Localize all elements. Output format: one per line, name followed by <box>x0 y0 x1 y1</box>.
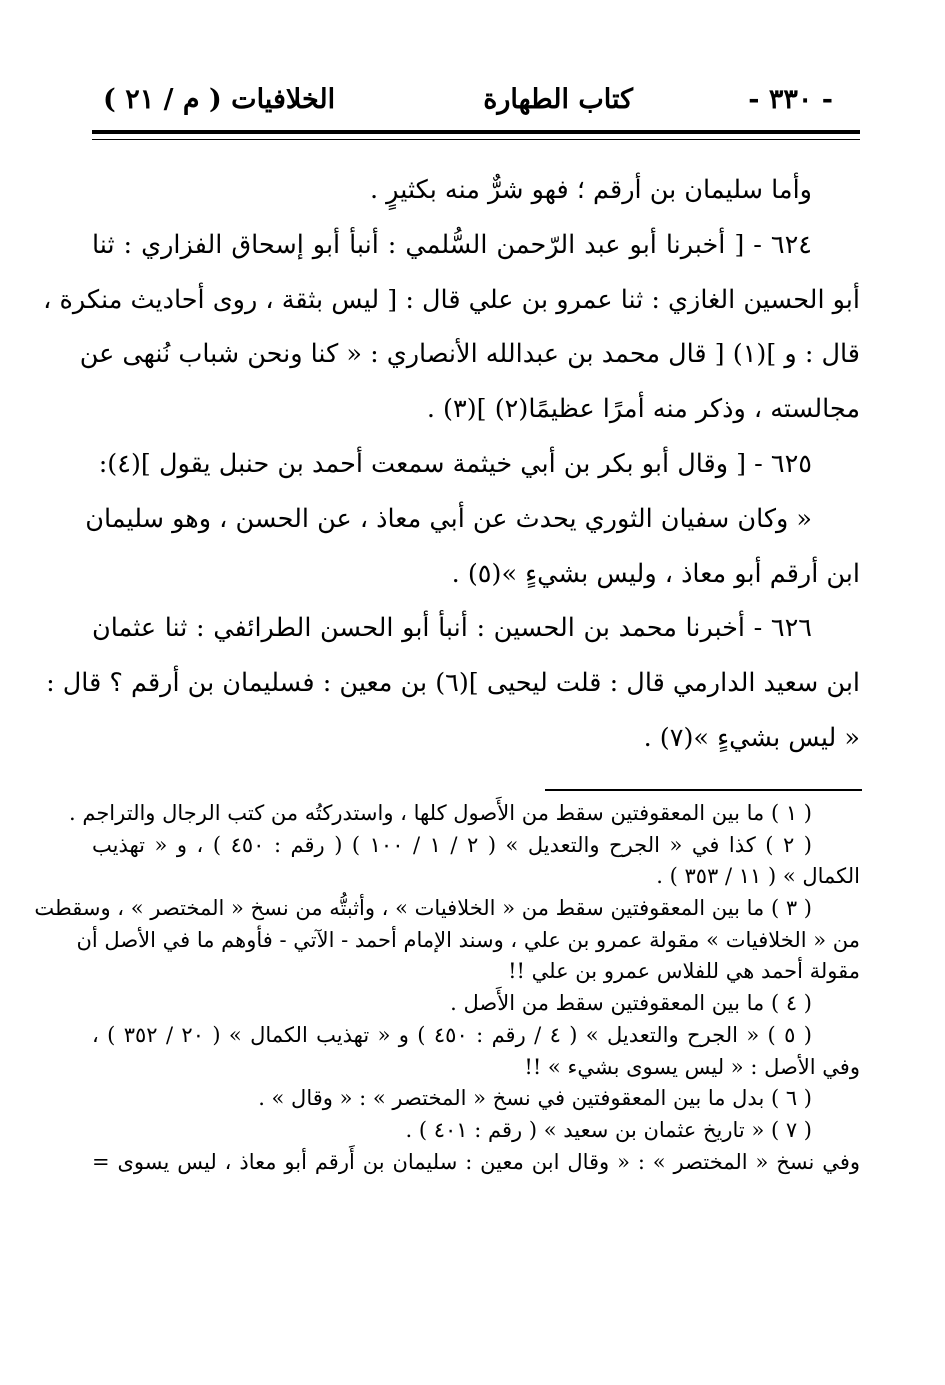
text-line: ابن سعيد الدارمي قال : قلت ليحيى ](٦) بن معين : فسليمان بن أرقم ؟ قال : <box>46 668 860 699</box>
text-line: ابن أرقم أبو معاذ ، وليس بشيءٍ »(٥) . <box>451 558 860 589</box>
footnote-separator <box>545 789 862 791</box>
header-rule-thick <box>92 130 860 134</box>
text-line: « ليس بشيءٍ »(٧) . <box>643 722 860 753</box>
page-header <box>95 80 863 120</box>
footnote-line: مقولة أحمد هي للفلاس عمرو بن علي !! <box>508 959 860 984</box>
footnote-line: وفي الأصل : « ليس يسوى بشيء » !! <box>524 1054 860 1079</box>
footnote-line: ( ٣ ) ما بين المعقوفتين سقط من « الخلافيات » ، وأثبتُّه من نسخ « المختصر » ، وسقطت <box>34 896 812 921</box>
text-line: ٦٢٦ - أخبرنا محمد بن الحسين : أنبأ أبو الحسن الطرائفي : ثنا عثمان <box>92 613 812 644</box>
section-reference: الخلافيات ( م / ٢١ ) <box>103 84 336 115</box>
footnote-line: الكمال » ( ١١ / ٣٥٣ ) . <box>656 864 860 889</box>
text-line: مجالسته ، وذكر منه أمرًا عظيمًا(٢) ](٣) . <box>426 394 860 425</box>
footnote-line: ( ٢ ) كذا في « الجرح والتعديل » ( ٢ / ١ / ١٠٠ ) ( رقم : ٤٥٠ ) ، و « تهذيب <box>92 832 812 857</box>
text-line: « وكان سفيان الثوري يحدث عن أبي معاذ ، عن الحسن ، وهو سليمان <box>85 503 812 534</box>
footnote-line: ( ١ ) ما بين المعقوفتين سقط من الأَصول كلها ، واستدركتُه من كتب الرجال والتراجم . <box>69 801 812 825</box>
footnote-line: ( ٤ ) ما بين المعقوفتين سقط من الأَصل . <box>450 991 812 1016</box>
footnote-line: من « الخلافيات » مقولة عمرو بن علي ، وسند الإمام أحمد - الآتي - فأوهم ما في الأصل أن <box>76 927 860 952</box>
text-line: أبو الحسين الغازي : ثنا عمرو بن علي قال : [ ليس بثقة ، روى أحاديث منكرة ، <box>43 284 860 315</box>
page-number: - ٣٣٠ - <box>748 84 833 115</box>
footnote-line: وفي نسخ « المختصر » : « وقال ابن معين : سليمان بن أَرقم أبو معاذ ، ليس يسوى = <box>92 1149 860 1174</box>
main-text <box>43 163 860 766</box>
text-line: قال : و ](١) [ قال محمد بن عبدالله الأنصاري : « كنا ونحن شباب نُنهى عن <box>79 339 860 370</box>
footnotes <box>34 798 860 1178</box>
footnote-line: ( ٥ ) « الجرح والتعديل » ( ٤ / رقم : ٤٥٠ ) و « تهذيب الكمال » ( ٢٠ / ٣٥٢ ) ، <box>92 1022 812 1047</box>
text-line: ٦٢٥ - [ وقال أبو بكر بن أبي خيثمة سمعت أحمد بن حنبل يقول ](٤): <box>98 448 812 479</box>
footnote-line: ( ٧ ) « تاريخ عثمان بن سعيد » ( رقم : ٤٠١ ) . <box>405 1117 812 1142</box>
book-title: كتاب الطهارة <box>483 84 633 115</box>
text-line: ٦٢٤ - [ أخبرنا أبو عبد الرّحمن السُّلمي : أنبأ أبو إسحاق الفزاري : ثنا <box>92 229 812 260</box>
header-rule-thin <box>92 139 860 140</box>
text-line: وأما سليمان بن أرقم ؛ فهو شرٌّ منه بكثيرٍ . <box>369 175 812 205</box>
footnote-line: ( ٦ ) بدل ما بين المعقوفتين في نسخ « المختصر » : « وقال » . <box>258 1086 812 1111</box>
